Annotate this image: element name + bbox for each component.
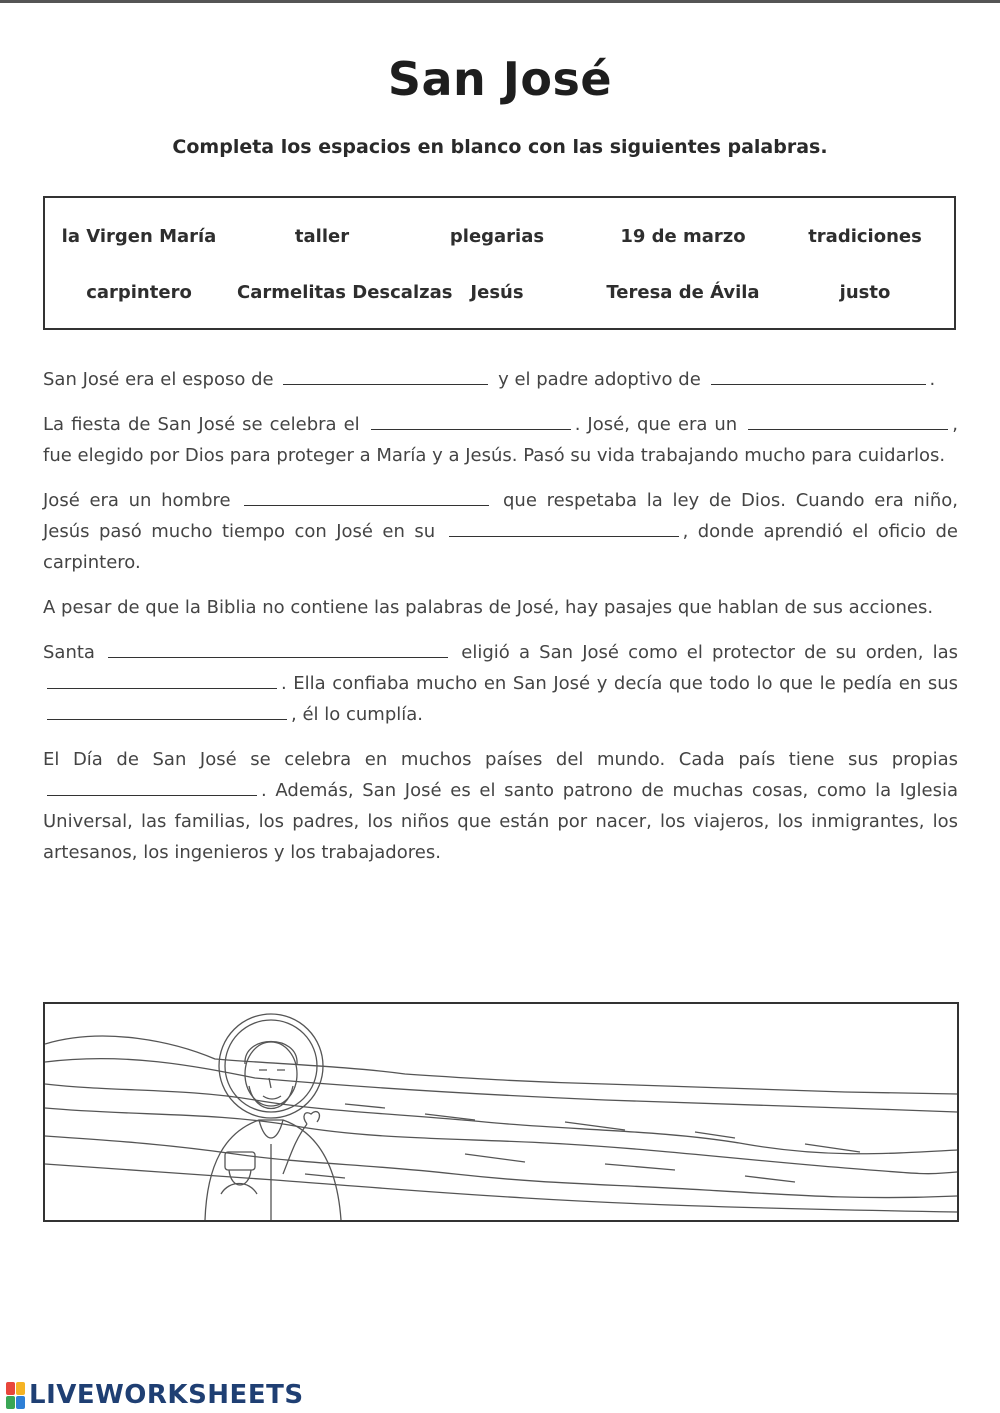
blank-5[interactable] — [244, 487, 489, 506]
text-segment: La fiesta de San José se celebra el — [43, 414, 360, 435]
text-segment: , él lo cumplía. — [291, 704, 423, 725]
liveworksheets-logo — [6, 1380, 304, 1410]
logo-square — [6, 1396, 15, 1409]
word-bank-item: Teresa de Ávila — [606, 282, 760, 303]
logo-square — [16, 1382, 25, 1395]
blank-10[interactable] — [47, 777, 257, 796]
text-segment: , fue elegido por Dios para proteger a María y a Jesús. Pasó su vida trabajando mucho para cuidarlos. — [43, 414, 958, 466]
paragraph-3 — [43, 485, 958, 578]
blank-2[interactable] — [711, 366, 926, 385]
text-segment: San José era el esposo de — [43, 369, 274, 390]
saint-joseph-illustration — [43, 1002, 959, 1222]
logo-text: LIVEWORKSHEETS — [29, 1380, 304, 1410]
text-segment: . José, que era un — [574, 414, 738, 435]
coloring-image-icon — [45, 1004, 957, 1220]
text-segment: A pesar de que la Biblia no contiene las palabras de José, hay pasajes que hablan de sus acciones. — [43, 597, 934, 618]
blank-4[interactable] — [748, 411, 948, 430]
text-segment: que respetaba la ley de Dios. Cuando era niño, Jesús pasó mucho tiempo con José en su — [43, 490, 958, 542]
text-segment: . Ella confiaba mucho en San José y decía que todo lo que le pedía en sus — [281, 673, 958, 694]
worksheet-text — [43, 364, 958, 882]
word-bank-item: tradiciones — [808, 226, 922, 247]
blank-6[interactable] — [449, 518, 679, 537]
logo-square — [6, 1382, 15, 1395]
paragraph-1 — [43, 364, 958, 395]
word-bank-item: justo — [839, 282, 891, 303]
paragraph-6 — [43, 744, 958, 868]
blank-1[interactable] — [283, 366, 488, 385]
word-bank-item: Jesús — [470, 282, 524, 303]
word-bank-item: taller — [294, 226, 350, 247]
word-bank-item: Carmelitas Descalzas — [237, 282, 453, 303]
paragraph-2 — [43, 409, 958, 471]
text-segment: Santa — [43, 642, 95, 663]
text-segment: , donde aprendió el oficio de carpintero. — [43, 521, 958, 573]
word-bank-item: 19 de marzo — [620, 226, 746, 247]
blank-3[interactable] — [371, 411, 571, 430]
instructions: Completa los espacios en blanco con las siguientes palabras. — [172, 136, 828, 158]
logo-mark-icon — [6, 1382, 25, 1409]
blank-9[interactable] — [47, 701, 287, 720]
text-segment: . — [929, 369, 936, 390]
paragraph-5 — [43, 637, 958, 730]
word-bank-item: plegarias — [449, 226, 545, 247]
top-rule — [0, 0, 1000, 3]
text-segment: eligió a San José como el protector de su orden, las — [461, 642, 958, 663]
text-segment: José era un hombre — [43, 490, 231, 511]
logo-square — [16, 1396, 25, 1409]
text-segment: El Día de San José se celebra en muchos países del mundo. Cada país tiene sus propias — [43, 749, 958, 770]
word-bank — [43, 196, 956, 330]
blank-7[interactable] — [108, 639, 448, 658]
text-segment: . Además, San José es el santo patrono de muchas cosas, como la Iglesia Universal, las familias, los padres, los niños que están por nacer, los viajeros, los inmigrantes, los artesanos, los ingenieros y los trabajadores. — [43, 780, 958, 863]
word-bank-item: la Virgen María — [61, 226, 217, 247]
paragraph-4 — [43, 592, 958, 623]
page-title: San José — [387, 52, 613, 106]
blank-8[interactable] — [47, 670, 277, 689]
text-segment: y el padre adoptivo de — [498, 369, 701, 390]
word-bank-item: carpintero — [86, 282, 192, 303]
